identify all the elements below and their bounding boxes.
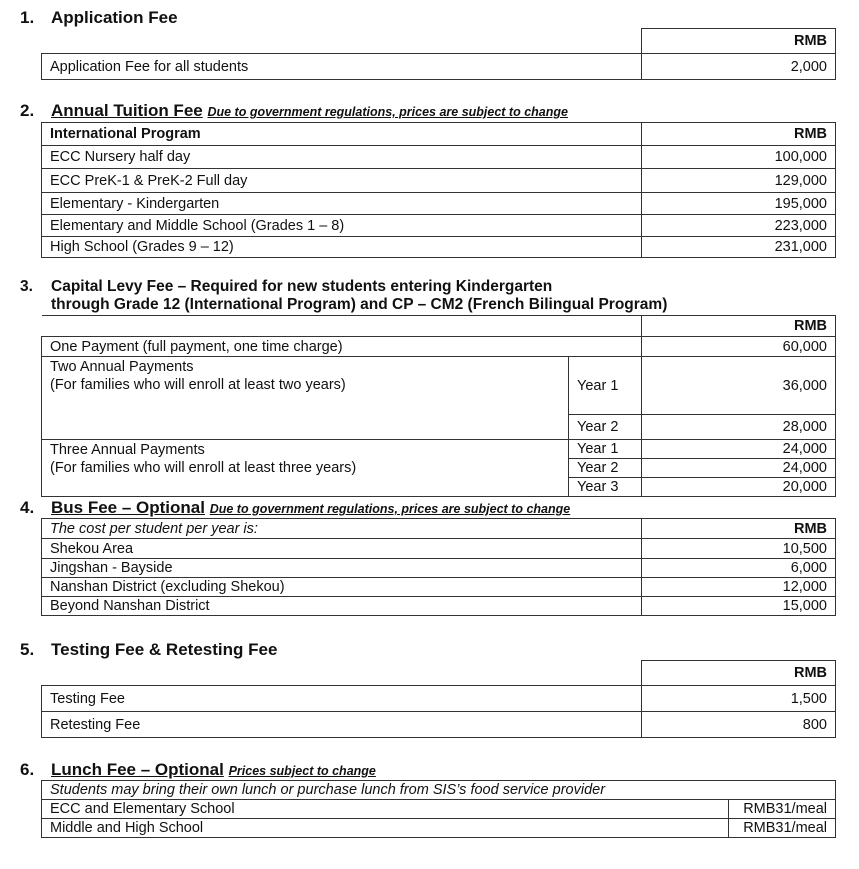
- table-row: [42, 578, 836, 597]
- bus-row-label: Shekou Area: [42, 539, 642, 559]
- bus-row-label: Nanshan District (excluding Shekou): [42, 578, 642, 597]
- application-fee-value: 2,000: [642, 54, 836, 80]
- testing-fee-table: [41, 685, 836, 738]
- section-4-note: Due to government regulations, prices are subject to change: [209, 502, 571, 516]
- tuition-row-value: 195,000: [642, 193, 836, 215]
- three-payments-year-1: Year 1: [569, 440, 642, 459]
- table-row: [42, 215, 836, 237]
- section-6-number: 6.: [20, 760, 35, 779]
- three-payments-year-2: Year 2: [569, 459, 642, 478]
- table-row: [42, 686, 836, 712]
- three-payments-year-3: Year 3: [569, 478, 642, 497]
- tuition-row-label: ECC PreK-1 & PreK-2 Full day: [42, 169, 642, 193]
- section-4-title: [20, 498, 570, 518]
- bus-header-currency: RMB: [642, 519, 836, 539]
- three-payments-year-3-value: 20,000: [642, 478, 836, 497]
- bus-row-value: 10,500: [642, 539, 836, 559]
- bus-row-label: Jingshan - Bayside: [42, 559, 642, 578]
- bus-row-value: 15,000: [642, 597, 836, 616]
- table-row: [42, 357, 836, 415]
- lunch-row-label: Middle and High School: [42, 819, 729, 838]
- tuition-row-value: 223,000: [642, 215, 836, 237]
- testing-row-label: Testing Fee: [42, 686, 642, 712]
- lunch-row-value: RMB31/meal: [729, 819, 836, 838]
- three-payments-cell: [42, 440, 569, 497]
- application-fee-label: Application Fee for all students: [42, 54, 642, 80]
- lunch-row-value: RMB31/meal: [729, 800, 836, 819]
- testing-fee-currency-header: RMB: [642, 661, 836, 686]
- testing-fee-header-table: [641, 660, 836, 686]
- capital-levy-header-blank: [42, 316, 642, 337]
- table-row: [42, 559, 836, 578]
- section-4-number: 4.: [20, 498, 35, 517]
- three-payments-year-1-value: 24,000: [642, 440, 836, 459]
- tuition-row-value: 100,000: [642, 146, 836, 169]
- three-payments-sub: (For families who will enroll at least three years): [50, 460, 357, 476]
- one-payment-value: 60,000: [642, 337, 836, 357]
- one-payment-label: One Payment (full payment, one time charge): [42, 337, 642, 357]
- section-2-note: Due to government regulations, prices are subject to change: [207, 105, 568, 119]
- table-row: [42, 337, 836, 357]
- three-payments-year-2-value: 24,000: [642, 459, 836, 478]
- two-payments-year-2-value: 28,000: [642, 415, 836, 440]
- section-5-number: 5.: [20, 640, 35, 659]
- section-2-title-text: Annual Tuition Fee: [51, 101, 203, 120]
- section-5-title: [20, 640, 277, 660]
- section-3-title-line2-text: through Grade 12 (International Program) and CP – CM2 (French Bilingual Program): [51, 296, 668, 313]
- table-row: [42, 712, 836, 738]
- bus-row-label: Beyond Nanshan District: [42, 597, 642, 616]
- tuition-row-label: High School (Grades 9 – 12): [42, 237, 642, 258]
- tuition-row-label: Elementary and Middle School (Grades 1 – 8): [42, 215, 642, 237]
- application-fee-header-table: [641, 28, 836, 54]
- section-3-number: 3.: [20, 278, 33, 295]
- tuition-header-label: International Program: [42, 123, 642, 146]
- lunch-fee-table: [41, 780, 836, 838]
- section-3-title: [20, 278, 552, 296]
- two-payments-sub: (For families who will enroll at least two years): [50, 377, 346, 393]
- table-row: [42, 800, 836, 819]
- capital-levy-table: [41, 315, 836, 497]
- section-6-note: Prices subject to change: [228, 764, 376, 778]
- tuition-row-label: Elementary - Kindergarten: [42, 193, 642, 215]
- section-4-title-text: Bus Fee – Optional: [51, 498, 205, 517]
- table-row: [42, 539, 836, 559]
- table-row: [42, 819, 836, 838]
- bus-row-value: 12,000: [642, 578, 836, 597]
- tuition-row-value: 231,000: [642, 237, 836, 258]
- table-row: [42, 597, 836, 616]
- tuition-header-currency: RMB: [642, 123, 836, 146]
- section-1-number: 1.: [20, 8, 35, 27]
- table-row: [42, 193, 836, 215]
- section-2-title: [20, 101, 568, 121]
- tuition-row-value: 129,000: [642, 169, 836, 193]
- section-1-title: [20, 8, 178, 28]
- two-payments-year-2: Year 2: [569, 415, 642, 440]
- lunch-header-label: Students may bring their own lunch or purchase lunch from SIS’s food service provider: [42, 781, 836, 800]
- bus-header-label: The cost per student per year is:: [42, 519, 642, 539]
- capital-levy-header-currency: RMB: [642, 316, 836, 337]
- lunch-row-label: ECC and Elementary School: [42, 800, 729, 819]
- two-payments-year-1-value: 36,000: [642, 357, 836, 415]
- two-payments-cell: [42, 357, 569, 440]
- section-1-title-text: Application Fee: [51, 8, 178, 27]
- two-payments-year-1: Year 1: [569, 357, 642, 415]
- table-row: [42, 146, 836, 169]
- section-6-title-text: Lunch Fee – Optional: [51, 760, 224, 779]
- table-row: [42, 440, 836, 459]
- testing-row-label: Retesting Fee: [42, 712, 642, 738]
- bus-fee-table: [41, 518, 836, 616]
- section-3-title-line2: [51, 296, 667, 314]
- tuition-fee-table: [41, 122, 836, 258]
- testing-row-value: 1,500: [642, 686, 836, 712]
- three-payments-label: Three Annual Payments: [50, 442, 205, 458]
- testing-row-value: 800: [642, 712, 836, 738]
- two-payments-label: Two Annual Payments: [50, 359, 194, 375]
- section-6-title: [20, 760, 376, 780]
- table-row: [42, 237, 836, 258]
- section-5-title-text: Testing Fee & Retesting Fee: [51, 640, 278, 659]
- application-fee-currency-header: RMB: [642, 29, 836, 54]
- application-fee-table: [41, 53, 836, 80]
- bus-row-value: 6,000: [642, 559, 836, 578]
- section-3-title-line1: Capital Levy Fee – Required for new students entering Kindergarten: [51, 278, 553, 295]
- tuition-row-label: ECC Nursery half day: [42, 146, 642, 169]
- section-2-number: 2.: [20, 101, 35, 120]
- table-row: [42, 169, 836, 193]
